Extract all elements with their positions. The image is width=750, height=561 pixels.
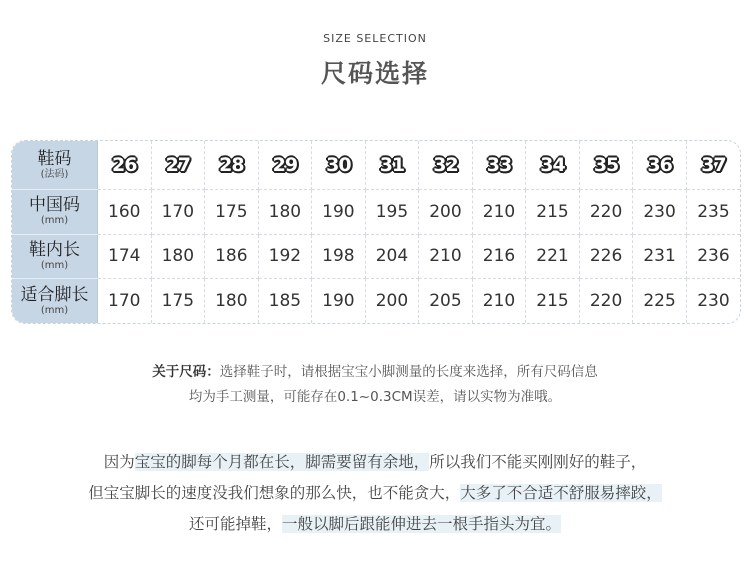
row-header bbox=[12, 234, 98, 278]
size-table-row bbox=[12, 279, 740, 324]
size-note-line-1 bbox=[0, 360, 750, 385]
advice-highlight: 宝宝的脚每个月都在长， bbox=[134, 453, 306, 471]
size-table-row bbox=[12, 141, 740, 190]
section-subtitle: SIZE SELECTION bbox=[323, 32, 427, 45]
advice-paragraph bbox=[0, 447, 750, 540]
table-cell: 170 bbox=[98, 279, 152, 324]
table-cell: 204 bbox=[365, 234, 419, 278]
table-cell: 210 bbox=[419, 234, 473, 278]
table-cell: 195 bbox=[365, 190, 419, 234]
page-title: 尺码选择 bbox=[320, 59, 429, 88]
advice-text: 还可能掉鞋， bbox=[188, 515, 282, 533]
table-cell: 215 bbox=[526, 279, 580, 324]
table-cell: 200 bbox=[365, 279, 419, 324]
size-code-cell: 36 bbox=[633, 141, 687, 190]
advice-text: 所以我们不能买刚刚好的鞋子， bbox=[429, 453, 647, 471]
table-cell: 220 bbox=[579, 279, 633, 324]
table-cell: 200 bbox=[419, 190, 473, 234]
table-cell: 210 bbox=[472, 279, 526, 324]
size-code-cell: 29 bbox=[258, 141, 312, 190]
size-code-cell: 35 bbox=[579, 141, 633, 190]
table-cell: 210 bbox=[472, 190, 526, 234]
row-header-unit: (mm) bbox=[40, 259, 69, 271]
advice-text: 但宝宝脚长的速度没我们想象的那么快，也不能贪大， bbox=[88, 484, 461, 502]
size-code-cell: 28 bbox=[205, 141, 259, 190]
size-table-row bbox=[12, 190, 740, 234]
row-header-unit: (mm) bbox=[40, 215, 69, 227]
table-cell: 175 bbox=[205, 190, 259, 234]
table-cell: 192 bbox=[258, 234, 312, 278]
size-code-cell: 34 bbox=[526, 141, 580, 190]
table-cell: 235 bbox=[686, 190, 740, 234]
table-cell: 215 bbox=[526, 190, 580, 234]
size-note-label: 关于尺码： bbox=[152, 364, 220, 380]
table-cell: 230 bbox=[633, 190, 687, 234]
size-code-cell: 26 bbox=[98, 141, 152, 190]
row-header-label: 鞋内长 bbox=[29, 239, 80, 260]
table-cell: 231 bbox=[633, 234, 687, 278]
row-header bbox=[12, 279, 98, 324]
table-cell: 174 bbox=[98, 234, 152, 278]
table-cell: 186 bbox=[205, 234, 259, 278]
row-header-unit: (法码) bbox=[40, 168, 69, 180]
table-cell: 180 bbox=[205, 279, 259, 324]
table-cell: 180 bbox=[151, 234, 205, 278]
table-cell: 220 bbox=[579, 190, 633, 234]
table-cell: 205 bbox=[419, 279, 473, 324]
row-header bbox=[12, 190, 98, 234]
table-cell: 226 bbox=[579, 234, 633, 278]
advice-line-3 bbox=[0, 509, 750, 540]
table-cell: 198 bbox=[312, 234, 366, 278]
advice-highlight: 大多了不合适不舒服易摔跤， bbox=[460, 484, 662, 502]
table-cell: 170 bbox=[151, 190, 205, 234]
row-header-label: 鞋码 bbox=[37, 148, 72, 169]
advice-line-1 bbox=[0, 447, 750, 478]
size-note bbox=[0, 360, 750, 410]
advice-highlight: 一般以脚后跟能伸进去一根手指头为宜。 bbox=[282, 515, 562, 533]
row-header-label: 适合脚长 bbox=[20, 284, 89, 305]
table-cell: 160 bbox=[98, 190, 152, 234]
size-code-cell: 31 bbox=[365, 141, 419, 190]
row-header bbox=[12, 141, 98, 190]
table-cell: 185 bbox=[258, 279, 312, 324]
table-cell: 175 bbox=[151, 279, 205, 324]
size-chart-table bbox=[11, 140, 741, 324]
size-code-cell: 32 bbox=[419, 141, 473, 190]
table-cell: 236 bbox=[686, 234, 740, 278]
size-note-line-2: 均为手工测量，可能存在0.1~0.3CM误差，请以实物为准哦。 bbox=[188, 389, 562, 405]
table-cell: 221 bbox=[526, 234, 580, 278]
size-note-text-1: 选择鞋子时，请根据宝宝小脚测量的长度来选择，所有尺码信息 bbox=[219, 364, 598, 380]
size-code-cell: 30 bbox=[312, 141, 366, 190]
table-cell: 225 bbox=[633, 279, 687, 324]
row-header-label: 中国码 bbox=[29, 195, 80, 216]
table-cell: 230 bbox=[697, 291, 730, 311]
advice-line-2 bbox=[0, 478, 750, 509]
advice-highlight: 脚需要留有余地， bbox=[305, 453, 430, 471]
size-code-cell: 27 bbox=[151, 141, 205, 190]
table-cell: 190 bbox=[312, 190, 366, 234]
size-code-cell: 37 bbox=[686, 141, 740, 190]
advice-text: 因为 bbox=[103, 453, 135, 471]
size-code-cell: 33 bbox=[472, 141, 526, 190]
row-header-unit: (mm) bbox=[40, 304, 69, 316]
table-cell: 180 bbox=[258, 190, 312, 234]
size-table-row bbox=[12, 234, 740, 278]
table-cell: 216 bbox=[472, 234, 526, 278]
table-cell: 190 bbox=[312, 279, 366, 324]
